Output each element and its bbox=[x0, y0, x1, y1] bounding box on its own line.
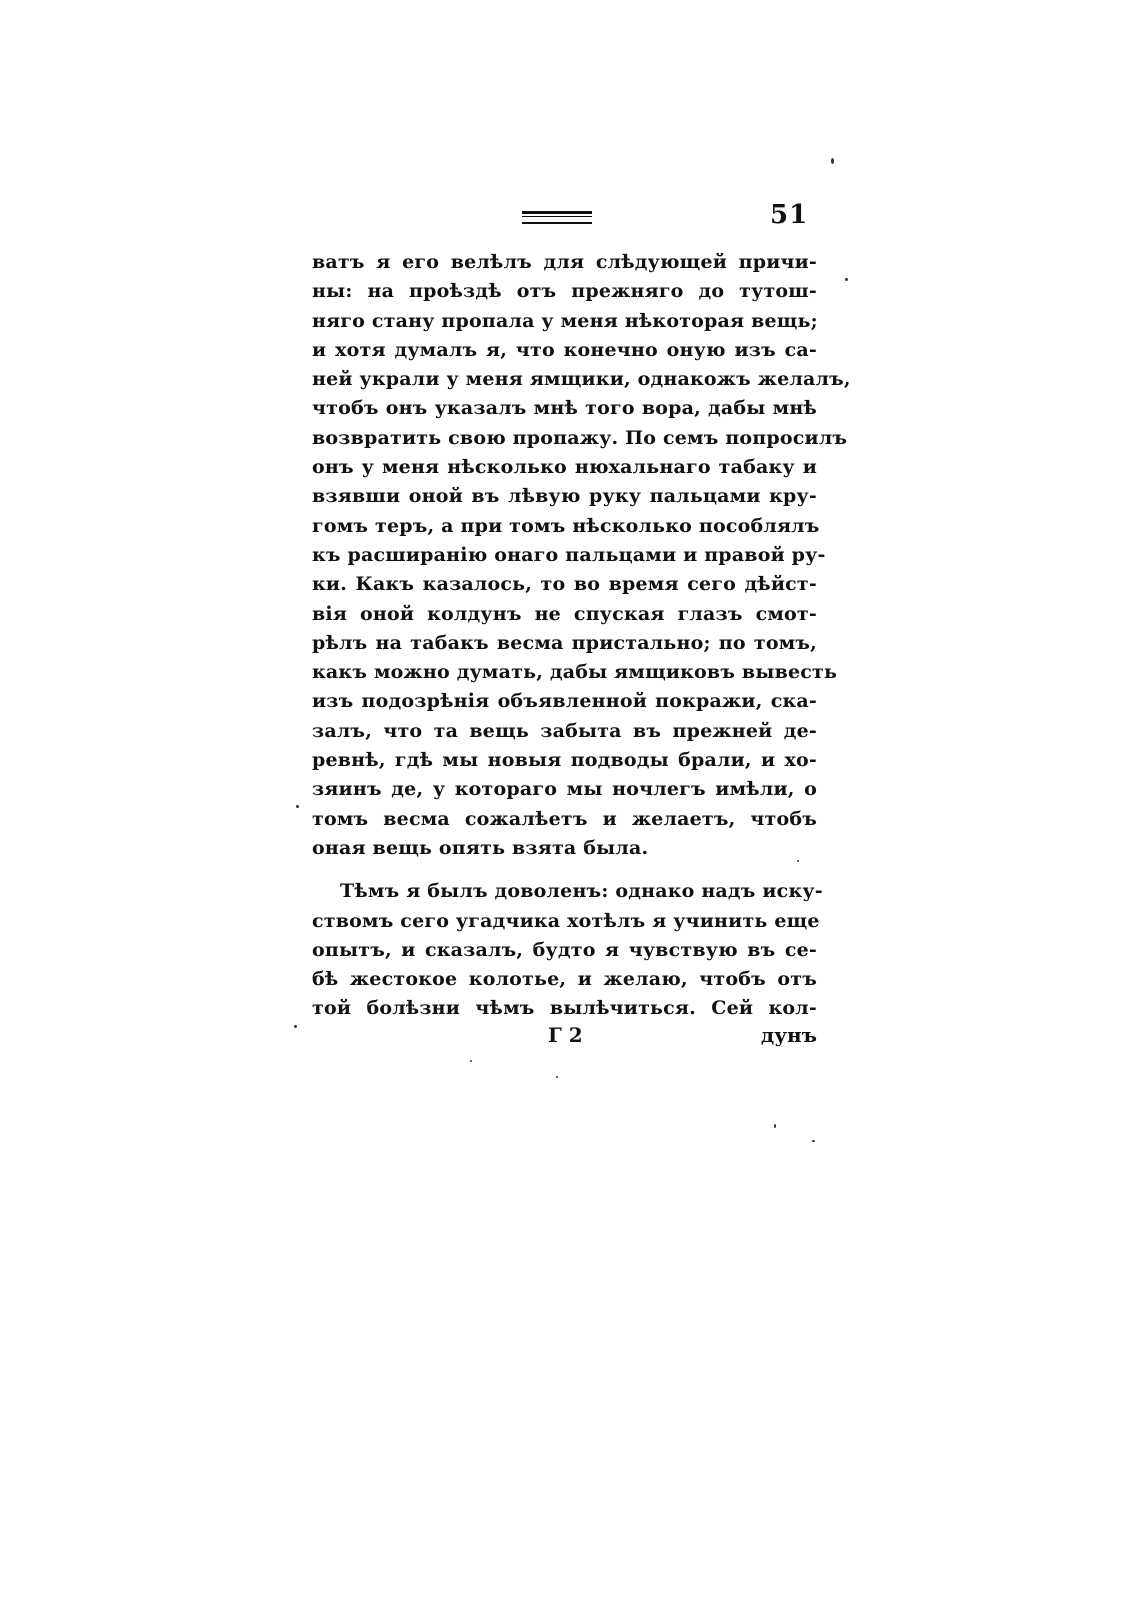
text-line: онъ у меня нѣсколько нюхальнаго табаку и bbox=[312, 456, 817, 479]
text-line: ней украли у меня ямщики, однакожъ желалъ, bbox=[312, 368, 851, 391]
signature-mark: Г 2 bbox=[548, 1023, 583, 1047]
text-line: рѣлъ на табакъ весма пристально; по томъ, bbox=[312, 631, 817, 654]
scan-speck bbox=[296, 805, 299, 808]
page-number: 51 bbox=[770, 200, 809, 230]
paragraph bbox=[312, 248, 851, 863]
page-footer bbox=[312, 1023, 817, 1053]
text-line: какъ можно думать, дабы ямщиковъ вывесть bbox=[312, 661, 838, 684]
scan-speck bbox=[797, 860, 799, 862]
text-line: бѣ жестокое колотье, и желаю, чтобъ отъ bbox=[312, 968, 817, 991]
text-line: вія оной колдунъ не спуская глазъ смот- bbox=[312, 602, 817, 625]
text-line: оная вещь опять взята была. bbox=[312, 836, 649, 859]
text-line: ревнѣ, гдѣ мы новыя подводы брали, и хо- bbox=[312, 749, 817, 772]
text-line: къ расширанію онаго пальцами и правой ру- bbox=[312, 543, 826, 566]
text-line: ствомъ сего угадчика хотѣлъ я учинить еще bbox=[312, 909, 820, 932]
header-rule bbox=[522, 211, 592, 224]
text-line: изъ подозрѣнія объявленной покражи, ска- bbox=[312, 690, 817, 713]
text-line: томъ весма сожалѣетъ и желаетъ, чтобъ bbox=[312, 807, 817, 830]
text-line: той болѣзни чѣмъ вылѣчиться. Сей кол- bbox=[312, 997, 817, 1020]
text-line: залъ, что та вещь забыта въ прежней де- bbox=[312, 719, 817, 742]
text-line: Тѣмъ я былъ доволенъ: однако надъ иску- bbox=[340, 880, 823, 903]
text-line: гомъ теръ, а при томъ нѣсколько пособлялъ bbox=[312, 514, 820, 537]
scan-speck bbox=[556, 1076, 558, 1078]
scan-speck bbox=[845, 278, 848, 281]
scan-speck bbox=[831, 158, 834, 164]
text-line: зяинъ де, у котораго мы ночлегъ имѣли, о bbox=[312, 778, 817, 801]
text-line: опытъ, и сказалъ, будто я чувствую въ се- bbox=[312, 938, 817, 961]
text-line: чтобъ онъ указалъ мнѣ того вора, дабы мнѣ bbox=[312, 397, 817, 420]
text-line: ватъ я его велѣлъ для слѣдующей причи- bbox=[312, 251, 817, 273]
text-line: няго стану пропала у меня нѣкоторая вещь; bbox=[312, 309, 818, 332]
scan-speck bbox=[294, 1025, 297, 1028]
text-line: и хотя думалъ я, что конечно оную изъ са- bbox=[312, 338, 817, 361]
paragraph bbox=[312, 877, 823, 1023]
text-line: ки. Какъ казалось, то во время сего дѣйст- bbox=[312, 573, 817, 596]
catchword: дунъ bbox=[760, 1023, 817, 1047]
scan-speck bbox=[774, 1124, 776, 1128]
text-line: взявши оной въ лѣвую руку пальцами кру- bbox=[312, 485, 817, 508]
body-text bbox=[312, 248, 851, 1024]
scan-speck bbox=[812, 1140, 815, 1142]
text-line: ны: на проѣздѣ отъ прежняго до тутош- bbox=[312, 280, 817, 303]
text-line: возвратить свою пропажу. По семъ попросилъ bbox=[312, 426, 848, 449]
scan-speck bbox=[470, 1060, 472, 1062]
paragraph-gap bbox=[312, 863, 817, 877]
